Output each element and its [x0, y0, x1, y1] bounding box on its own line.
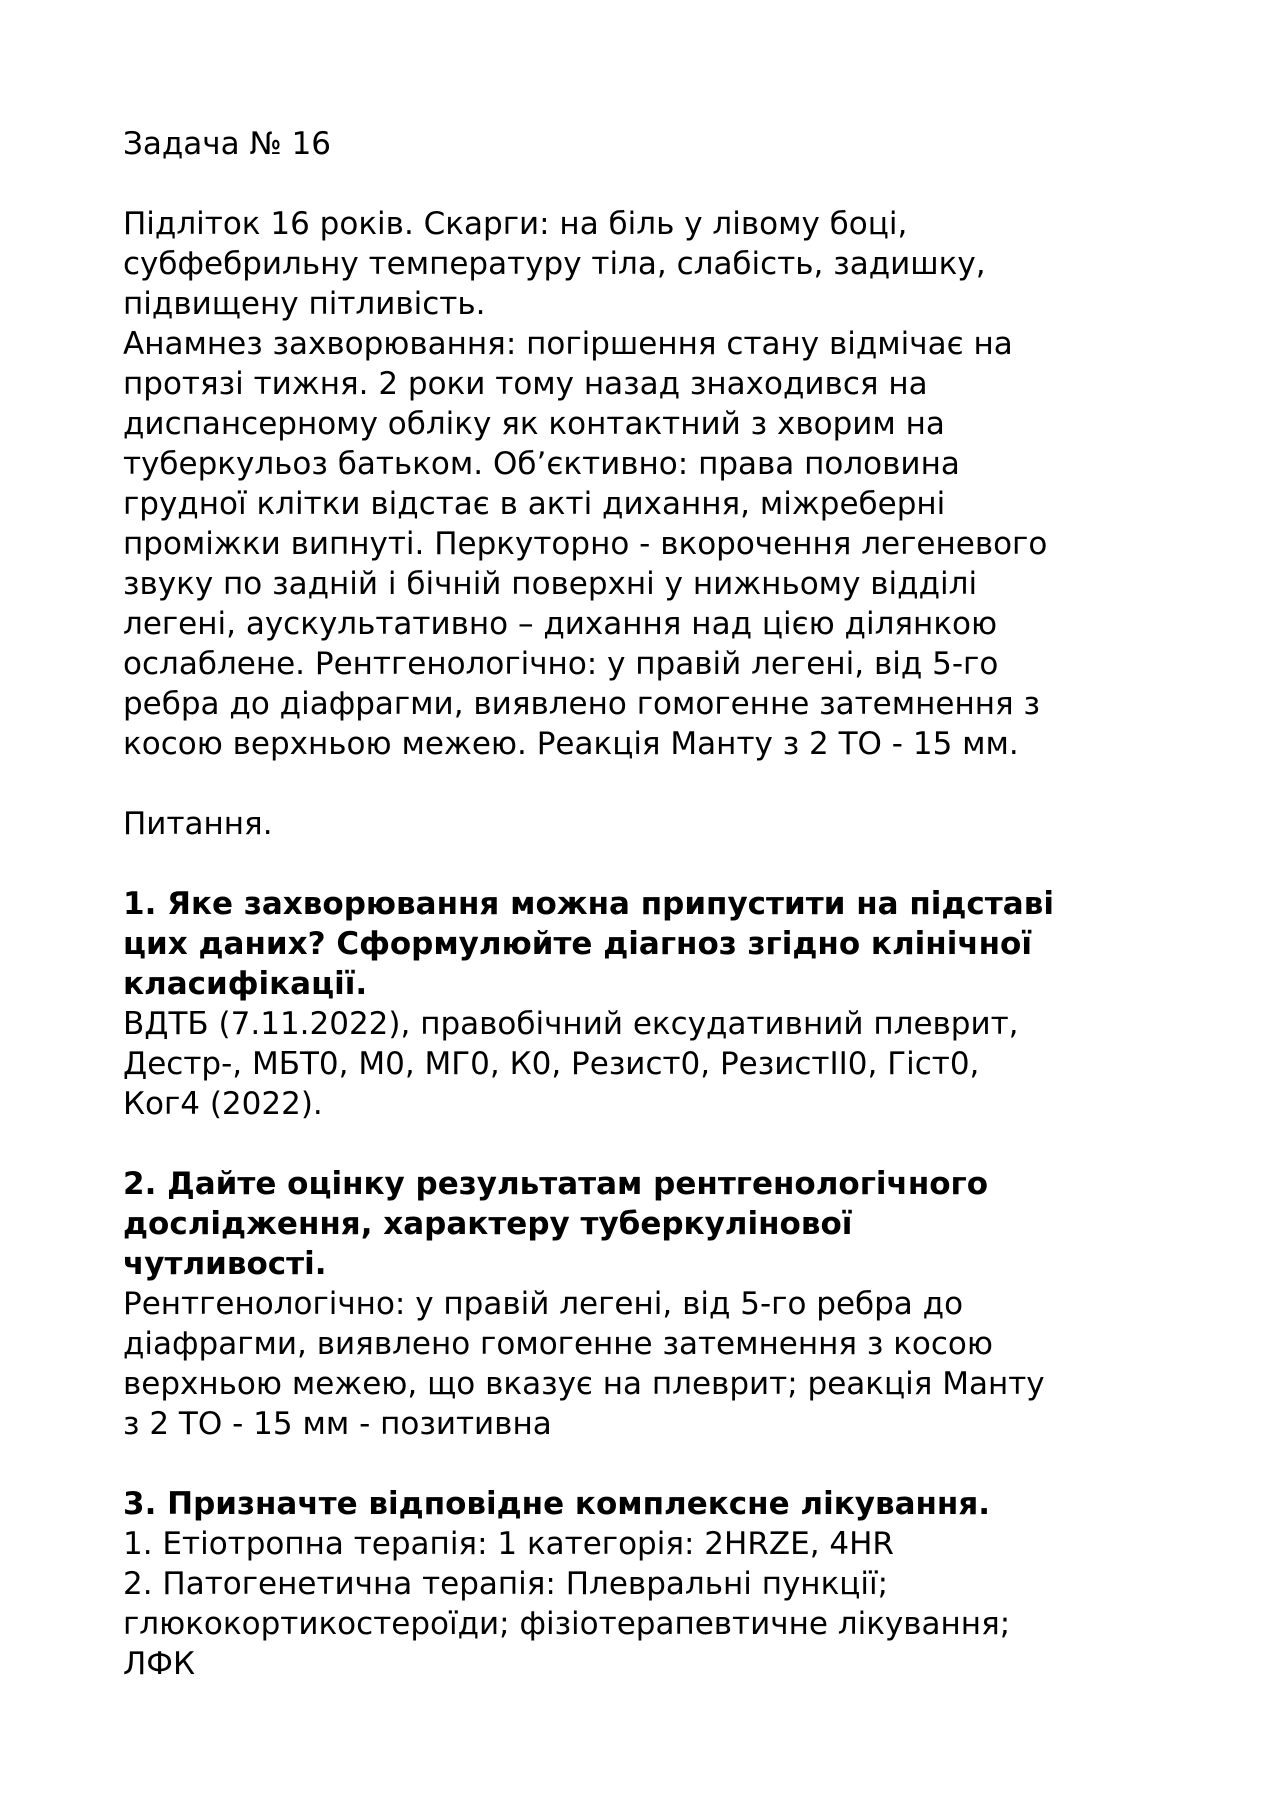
- spacer: [123, 1444, 1183, 1484]
- spacer: [123, 1124, 1183, 1164]
- answer-line: Рентгенологічно: у правій легені, від 5-го ребра до: [123, 1286, 964, 1322]
- spacer: [123, 164, 1183, 204]
- answer-line: ЛФК: [123, 1646, 196, 1682]
- answer-line: Ког4 (2022).: [123, 1086, 323, 1122]
- case-line: туберкульоз батьком. Об’єктивно: права половина: [123, 446, 960, 482]
- spacer: [123, 844, 1183, 884]
- answer-line: діафрагми, виявлено гомогенне затемнення з косою: [123, 1326, 993, 1362]
- answer-line: 1. Етіотропна терапія: 1 категорія: 2HRZE, 4HR: [123, 1526, 894, 1562]
- question-block-3: [123, 1484, 1183, 1684]
- case-line: Підліток 16 років. Скарги: на біль у лівому боці,: [123, 206, 908, 242]
- case-line: ребра до діафрагми, виявлено гомогенне затемнення з: [123, 686, 1040, 722]
- answer-line: ВДТБ (7.11.2022), правобічний ексудативний плеврит,: [123, 1006, 1019, 1042]
- question-line: дослідження, характеру туберкулінової: [123, 1206, 853, 1242]
- case-description: [123, 204, 1183, 764]
- question-line: 1. Яке захворювання можна припустити на підставі: [123, 886, 1054, 922]
- question-line: 3. Призначте відповідне комплексне лікування.: [123, 1486, 991, 1522]
- answer-line: з 2 ТО - 15 мм - позитивна: [123, 1406, 552, 1442]
- case-line: диспансерному обліку як контактний з хворим на: [123, 406, 945, 442]
- question-line: класифікації.: [123, 966, 368, 1002]
- task-title: Задача № 16: [123, 126, 332, 162]
- case-line: підвищену пітливість.: [123, 286, 486, 322]
- question-line: цих даних? Сформулюйте діагноз згідно клінічної: [123, 926, 1032, 962]
- question-line: чутливості.: [123, 1246, 327, 1282]
- case-line: грудної клітки відстає в акті дихання, міжреберні: [123, 486, 946, 522]
- case-line: косою верхньою межею. Реакція Манту з 2 ТО - 15 мм.: [123, 726, 1019, 762]
- question-block-1: [123, 884, 1183, 1124]
- case-line: Анамнез захворювання: погіршення стану відмічає на: [123, 326, 1013, 362]
- case-line: протязі тижня. 2 роки тому назад знаходився на: [123, 366, 928, 402]
- answer-line: глюкокортикостероїди; фізіотерапевтичне лікування;: [123, 1606, 1011, 1642]
- question-block-2: [123, 1164, 1183, 1444]
- case-line: проміжки випнуті. Перкуторно - вкорочення легеневого: [123, 526, 1048, 562]
- spacer: [123, 764, 1183, 804]
- case-line: легені, аускультативно – дихання над цією ділянкою: [123, 606, 998, 642]
- case-line: ослаблене. Рентгенологічно: у правій легені, від 5-го: [123, 646, 999, 682]
- questions-heading: Питання.: [123, 806, 273, 842]
- answer-line: 2. Патогенетична терапія: Плевральні пункції;: [123, 1566, 889, 1602]
- answer-line: Дестр-, МБТ0, М0, МГ0, К0, Резист0, РезистІІ0, Гіст0,: [123, 1046, 980, 1082]
- case-line: звуку по задній і бічній поверхні у нижньому відділі: [123, 566, 978, 602]
- document-page: [123, 124, 1183, 1684]
- case-line: субфебрильну температуру тіла, слабість, задишку,: [123, 246, 986, 282]
- answer-line: верхньою межею, що вказує на плеврит; реакція Манту: [123, 1366, 1045, 1402]
- question-line: 2. Дайте оцінку результатам рентгенологічного: [123, 1166, 989, 1202]
